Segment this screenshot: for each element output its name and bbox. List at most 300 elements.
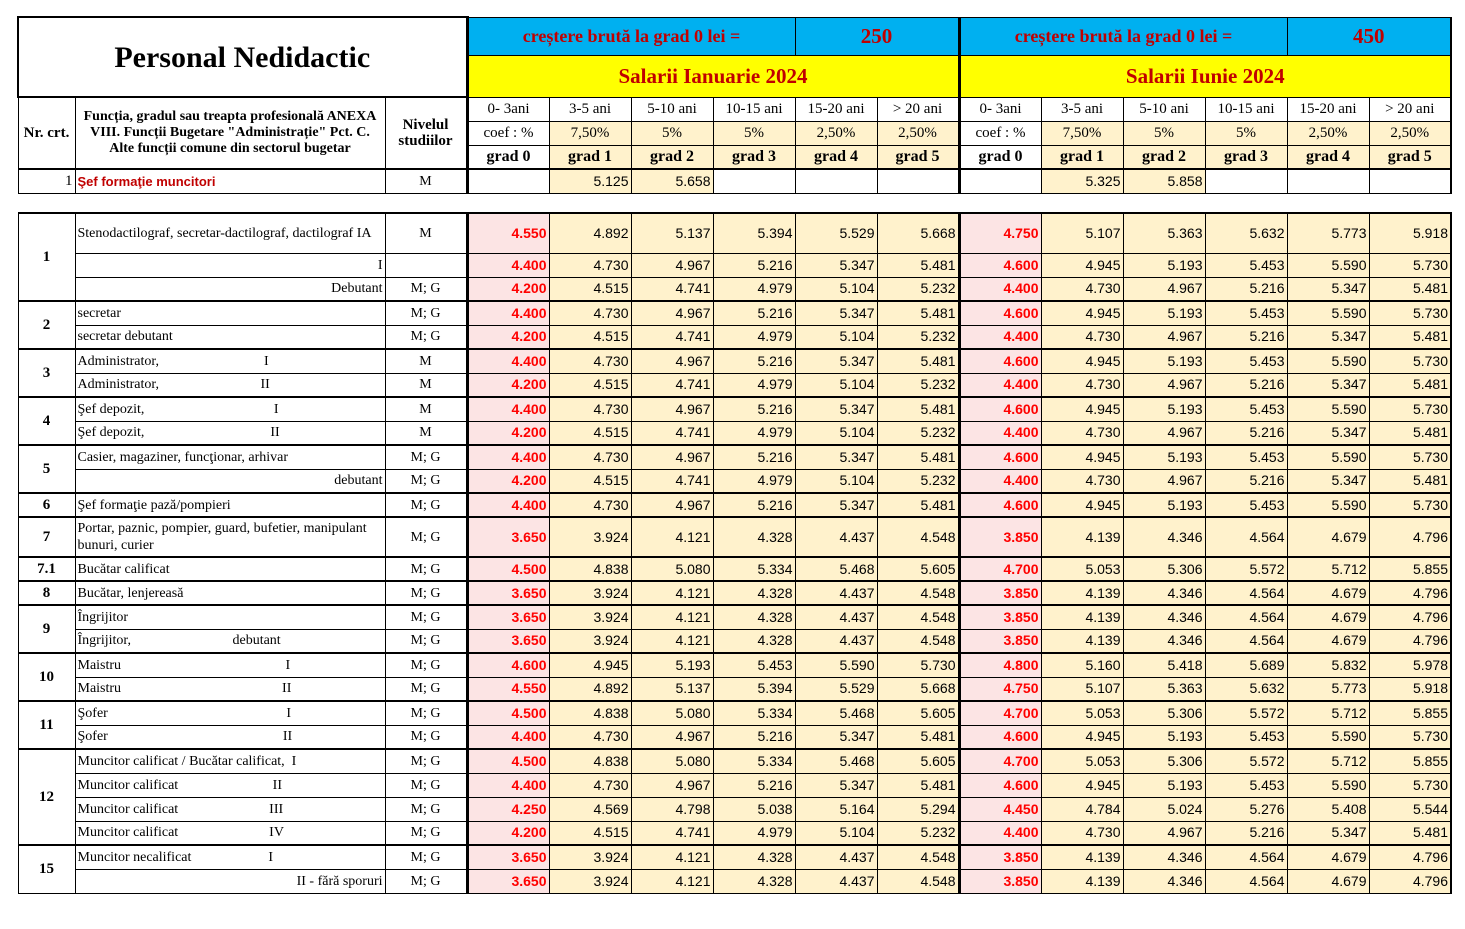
jan-value-3: 5.453 [713,653,795,677]
jan-value-4: 5.104 [795,821,877,845]
jun-value-3: 5.453 [1205,445,1287,469]
jan-grade-4: grad 4 [795,145,877,169]
jun-value-2: 4.967 [1123,821,1205,845]
jan-value-4: 5.468 [795,557,877,581]
jun-value-3: 5.453 [1205,253,1287,277]
jun-value-0: 3.850 [959,629,1041,653]
jun-value-0: 4.600 [959,493,1041,517]
jan-value-1: 4.730 [549,397,631,421]
table-row [18,581,1451,605]
jan-value-1: 3.924 [549,869,631,893]
row-function: Muncitor calificat IV [75,821,385,845]
jan-value-0: 4.200 [467,277,549,301]
jan-value-5 [877,169,959,193]
jun-value-3: 5.632 [1205,213,1287,253]
separator-cell [1369,193,1451,213]
jun-salary-header: Salarii Iunie 2024 [959,55,1451,97]
group-nr: 6 [18,493,75,517]
jun-value-3: 5.216 [1205,373,1287,397]
table-row [18,349,1451,373]
separator-cell [385,193,467,213]
jun-grade-5: grad 5 [1369,145,1451,169]
jan-value-3: 5.216 [713,301,795,325]
group-nr: 15 [18,845,75,893]
jun-value-1: 4.945 [1041,493,1123,517]
jun-value-0: 4.400 [959,373,1041,397]
jan-grade-3: grad 3 [713,145,795,169]
jan-value-4 [795,169,877,193]
jan-value-5: 5.481 [877,773,959,797]
separator-cell [467,193,549,213]
jun-value-5: 5.481 [1369,821,1451,845]
jun-value-1: 4.139 [1041,869,1123,893]
jan-value-5: 5.730 [877,653,959,677]
jun-value-3: 5.453 [1205,349,1287,373]
table-separator [18,193,1451,213]
jan-value-3: 4.328 [713,581,795,605]
jun-value-1: 4.730 [1041,821,1123,845]
table-row [18,629,1451,653]
jan-value-4: 4.437 [795,605,877,629]
row-function: Muncitor necalificat I [75,845,385,869]
jun-value-0: 4.700 [959,749,1041,773]
jun-value-2: 5.306 [1123,557,1205,581]
jun-value-4: 5.590 [1287,445,1369,469]
row-level: M; G [385,277,467,301]
jun-seniority-0: 0- 3ani [959,97,1041,121]
jun-value-4: 5.347 [1287,325,1369,349]
table-row [18,653,1451,677]
salary-table [17,16,1452,894]
jan-value-3: 4.979 [713,373,795,397]
jan-value-1: 3.924 [549,605,631,629]
jun-value-1: 4.784 [1041,797,1123,821]
jun-value-0: 4.750 [959,677,1041,701]
row-level: M; G [385,653,467,677]
jan-value-1: 5.125 [549,169,631,193]
jun-increase-label: creștere brută la grad 0 lei = [959,17,1287,55]
separator-cell [713,193,795,213]
jan-value-1: 4.730 [549,253,631,277]
jun-value-5: 5.544 [1369,797,1451,821]
jun-value-4: 5.712 [1287,749,1369,773]
separator-cell [1041,193,1123,213]
row-level: M [385,213,467,253]
jan-value-2: 4.121 [631,517,713,557]
row-level: M; G [385,557,467,581]
jun-value-2: 4.346 [1123,605,1205,629]
row-function: Îngrijitor, debutant [75,629,385,653]
jan-value-4: 5.347 [795,725,877,749]
table-row [18,701,1451,725]
jun-value-2: 4.967 [1123,373,1205,397]
jan-value-2: 5.137 [631,213,713,253]
jun-value-5: 5.481 [1369,277,1451,301]
jan-value-0: 3.650 [467,845,549,869]
jan-value-1: 3.924 [549,581,631,605]
jun-grade-1: grad 1 [1041,145,1123,169]
jan-seniority-0: 0- 3ani [467,97,549,121]
jan-value-4: 5.104 [795,421,877,445]
jan-value-2: 4.967 [631,773,713,797]
jun-value-5: 5.730 [1369,253,1451,277]
jun-value-0: 4.600 [959,253,1041,277]
jan-value-0: 3.650 [467,581,549,605]
table-row [18,869,1451,893]
jan-value-0: 4.400 [467,725,549,749]
jan-value-2: 5.193 [631,653,713,677]
jan-value-0: 4.600 [467,653,549,677]
jan-value-1: 4.515 [549,325,631,349]
table-row [18,677,1451,701]
jun-value-0: 4.700 [959,557,1041,581]
group-nr: 1 [18,213,75,301]
jan-value-2: 4.741 [631,325,713,349]
jan-value-3: 5.216 [713,349,795,373]
jan-value-3: 4.328 [713,605,795,629]
jan-value-3: 5.334 [713,557,795,581]
jan-value-0: 4.200 [467,325,549,349]
separator-cell [1287,193,1369,213]
jan-value-3: 5.038 [713,797,795,821]
group-nr: 4 [18,397,75,445]
jan-value-0: 3.650 [467,517,549,557]
jun-seniority-1: 3-5 ani [1041,97,1123,121]
jun-seniority-3: 10-15 ani [1205,97,1287,121]
jan-value-4: 5.590 [795,653,877,677]
jan-value-3: 4.328 [713,517,795,557]
jun-value-4: 5.590 [1287,493,1369,517]
page-title: Personal Nedidactic [18,17,467,97]
jan-value-0: 4.200 [467,469,549,493]
jan-value-0: 4.400 [467,349,549,373]
jan-value-3: 5.394 [713,677,795,701]
jan-value-4: 4.437 [795,869,877,893]
jan-value-2: 4.967 [631,445,713,469]
jan-value-4: 5.104 [795,277,877,301]
table-row [18,325,1451,349]
jan-value-3 [713,169,795,193]
row-function: Şef formaţie muncitori [75,169,385,193]
jun-value-3: 5.632 [1205,677,1287,701]
jan-value-0: 4.500 [467,701,549,725]
jan-value-2: 4.967 [631,397,713,421]
jan-grade-0: grad 0 [467,145,549,169]
jun-value-3: 4.564 [1205,581,1287,605]
jun-value-2: 4.346 [1123,517,1205,557]
row-level: M; G [385,725,467,749]
jun-value-4: 5.590 [1287,253,1369,277]
jun-value-0: 4.800 [959,653,1041,677]
jun-value-5: 5.730 [1369,397,1451,421]
jun-value-0: 4.400 [959,421,1041,445]
jan-value-1: 4.730 [549,773,631,797]
jun-value-3: 5.453 [1205,301,1287,325]
jun-value-3: 5.572 [1205,749,1287,773]
row-function: Stenodactilograf, secretar-dactilograf, dactilograf IA [75,213,385,253]
jun-value-5: 5.481 [1369,421,1451,445]
jun-value-1: 5.053 [1041,701,1123,725]
jan-value-2: 5.137 [631,677,713,701]
jun-value-0: 3.850 [959,581,1041,605]
row-function: Şef depozit, II [75,421,385,445]
jun-value-5: 5.481 [1369,469,1451,493]
jun-value-2: 5.418 [1123,653,1205,677]
jan-value-3: 5.334 [713,749,795,773]
table-row [18,773,1451,797]
row-function: Debutant [75,277,385,301]
jun-coef-0: coef : % [959,121,1041,145]
jun-value-1: 5.325 [1041,169,1123,193]
jun-value-1: 4.945 [1041,349,1123,373]
jun-coef-2: 5% [1123,121,1205,145]
jan-coef-4: 2,50% [795,121,877,145]
jun-value-1: 5.053 [1041,749,1123,773]
table-row [18,445,1451,469]
row-level: M; G [385,701,467,725]
jun-seniority-2: 5-10 ani [1123,97,1205,121]
jan-value-4: 5.347 [795,349,877,373]
jun-value-2: 5.193 [1123,301,1205,325]
jun-value-4: 5.347 [1287,421,1369,445]
jun-value-1: 4.945 [1041,253,1123,277]
row-level: M; G [385,749,467,773]
jun-value-0: 4.750 [959,213,1041,253]
table-row [18,373,1451,397]
jan-value-2: 5.080 [631,749,713,773]
separator-cell [18,193,75,213]
table-row [18,277,1451,301]
jan-value-1: 4.945 [549,653,631,677]
jan-value-2: 5.658 [631,169,713,193]
jan-value-1: 4.730 [549,301,631,325]
jan-coef-5: 2,50% [877,121,959,145]
jun-value-4: 5.590 [1287,397,1369,421]
jun-value-5: 4.796 [1369,581,1451,605]
separator-cell [549,193,631,213]
jan-value-5: 5.605 [877,749,959,773]
jan-value-1: 4.892 [549,677,631,701]
jun-value-2: 5.193 [1123,773,1205,797]
row-function: Şofer II [75,725,385,749]
jun-coef-1: 7,50% [1041,121,1123,145]
jan-value-0: 3.650 [467,869,549,893]
row-function: Muncitor calificat II [75,773,385,797]
row-function: Bucătar, lenjereasă [75,581,385,605]
jan-grade-5: grad 5 [877,145,959,169]
jun-value-2: 4.967 [1123,421,1205,445]
group-nr: 12 [18,749,75,845]
jan-value-2: 4.967 [631,253,713,277]
jan-increase-value: 250 [795,17,959,55]
jan-grade-1: grad 1 [549,145,631,169]
jun-value-4: 5.590 [1287,773,1369,797]
jun-value-3: 5.572 [1205,557,1287,581]
jun-value-3: 5.572 [1205,701,1287,725]
jun-value-4: 5.347 [1287,277,1369,301]
jan-value-1: 4.838 [549,701,631,725]
jun-value-0: 4.400 [959,325,1041,349]
table-row [18,797,1451,821]
jun-value-2: 4.346 [1123,845,1205,869]
jan-value-3: 4.979 [713,421,795,445]
jan-value-4: 5.347 [795,493,877,517]
row-level: M; G [385,773,467,797]
jun-value-2: 5.193 [1123,725,1205,749]
row-level: M [385,349,467,373]
row-function: Bucătar calificat [75,557,385,581]
jun-value-4 [1287,169,1369,193]
table-row [18,253,1451,277]
jan-seniority-2: 5-10 ani [631,97,713,121]
jun-value-3: 5.276 [1205,797,1287,821]
jun-value-4: 5.347 [1287,469,1369,493]
jan-coef-3: 5% [713,121,795,145]
jun-value-3: 5.216 [1205,469,1287,493]
jun-value-5: 4.796 [1369,517,1451,557]
jan-coef-2: 5% [631,121,713,145]
jan-value-3: 5.216 [713,725,795,749]
row-level: M [385,397,467,421]
row-level: M [385,373,467,397]
jun-value-2: 5.306 [1123,701,1205,725]
jan-value-5: 5.481 [877,301,959,325]
jan-value-5: 5.481 [877,349,959,373]
jan-grade-2: grad 2 [631,145,713,169]
row-function: Şef formaţie pază/pompieri [75,493,385,517]
jan-value-5: 5.668 [877,677,959,701]
jun-value-0: 4.400 [959,821,1041,845]
jun-value-0: 4.600 [959,397,1041,421]
jun-value-4: 5.590 [1287,349,1369,373]
group-nr: 9 [18,605,75,653]
jun-value-3: 5.216 [1205,325,1287,349]
jun-value-1: 4.139 [1041,581,1123,605]
jun-value-4: 5.773 [1287,213,1369,253]
jun-value-2: 5.193 [1123,349,1205,373]
jun-value-4: 5.832 [1287,653,1369,677]
jan-value-1: 4.515 [549,277,631,301]
jun-grade-0: grad 0 [959,145,1041,169]
jun-value-1: 4.139 [1041,605,1123,629]
jan-value-0: 4.200 [467,821,549,845]
jun-value-3: 5.453 [1205,493,1287,517]
jun-value-1: 5.107 [1041,677,1123,701]
jun-value-0: 4.600 [959,301,1041,325]
jan-value-5: 5.232 [877,373,959,397]
jun-value-4: 5.773 [1287,677,1369,701]
jan-value-5: 5.481 [877,253,959,277]
jun-value-5: 4.796 [1369,845,1451,869]
jun-value-5: 5.730 [1369,493,1451,517]
jun-coef-4: 2,50% [1287,121,1369,145]
jan-value-3: 4.328 [713,869,795,893]
row-level [385,253,467,277]
jan-value-2: 4.121 [631,605,713,629]
jan-value-2: 4.121 [631,845,713,869]
jan-value-0: 4.250 [467,797,549,821]
jan-value-4: 5.104 [795,325,877,349]
jun-value-0: 4.450 [959,797,1041,821]
jan-value-5: 4.548 [877,581,959,605]
row-level: M; G [385,629,467,653]
jun-grade-2: grad 2 [1123,145,1205,169]
jan-value-3: 4.979 [713,277,795,301]
row-function: II - fără sporuri [75,869,385,893]
jan-value-0 [467,169,549,193]
jun-value-4: 5.347 [1287,373,1369,397]
row-function: Administrator, I [75,349,385,373]
jun-increase-value: 450 [1287,17,1451,55]
jan-value-5: 5.232 [877,277,959,301]
jan-value-5: 4.548 [877,629,959,653]
row-function: debutant [75,469,385,493]
table-row [18,421,1451,445]
jan-value-1: 3.924 [549,517,631,557]
jun-value-5: 4.796 [1369,869,1451,893]
row-function: Maistru I [75,653,385,677]
jun-value-1: 5.053 [1041,557,1123,581]
jun-coef-3: 5% [1205,121,1287,145]
jan-value-5: 5.481 [877,445,959,469]
jun-value-3: 5.689 [1205,653,1287,677]
separator-cell [75,193,385,213]
table-row [18,821,1451,845]
jun-value-4: 4.679 [1287,517,1369,557]
jun-value-3: 5.216 [1205,421,1287,445]
jan-value-3: 4.979 [713,821,795,845]
jan-value-5: 5.481 [877,493,959,517]
jun-value-5: 5.730 [1369,445,1451,469]
jan-value-5: 5.481 [877,397,959,421]
jan-value-5: 4.548 [877,869,959,893]
table-row [18,725,1451,749]
jan-value-2: 4.798 [631,797,713,821]
jan-value-3: 5.216 [713,445,795,469]
row-function: Îngrijitor [75,605,385,629]
jan-value-2: 4.741 [631,821,713,845]
jan-value-2: 5.080 [631,557,713,581]
jun-value-2: 4.346 [1123,869,1205,893]
row-level: M; G [385,301,467,325]
jun-value-0: 4.400 [959,277,1041,301]
jun-value-0: 4.700 [959,701,1041,725]
jan-value-5: 5.232 [877,469,959,493]
jun-value-4: 4.679 [1287,581,1369,605]
group-nr: 7 [18,517,75,557]
jan-value-4: 5.468 [795,749,877,773]
jan-value-4: 5.468 [795,701,877,725]
jun-value-0 [959,169,1041,193]
jan-value-1: 3.924 [549,629,631,653]
jun-value-1: 4.139 [1041,629,1123,653]
jun-value-2: 4.967 [1123,277,1205,301]
jun-value-1: 4.730 [1041,469,1123,493]
jan-value-4: 4.437 [795,845,877,869]
group-nr: 5 [18,445,75,493]
jan-value-2: 5.080 [631,701,713,725]
jun-value-4: 4.679 [1287,869,1369,893]
table-row [18,397,1451,421]
jan-value-2: 4.967 [631,301,713,325]
jun-value-4: 5.712 [1287,701,1369,725]
jan-value-5: 5.232 [877,821,959,845]
row-level: M; G [385,869,467,893]
separator-cell [959,193,1041,213]
jan-value-1: 4.730 [549,725,631,749]
jan-value-3: 4.328 [713,845,795,869]
jan-value-0: 3.650 [467,605,549,629]
